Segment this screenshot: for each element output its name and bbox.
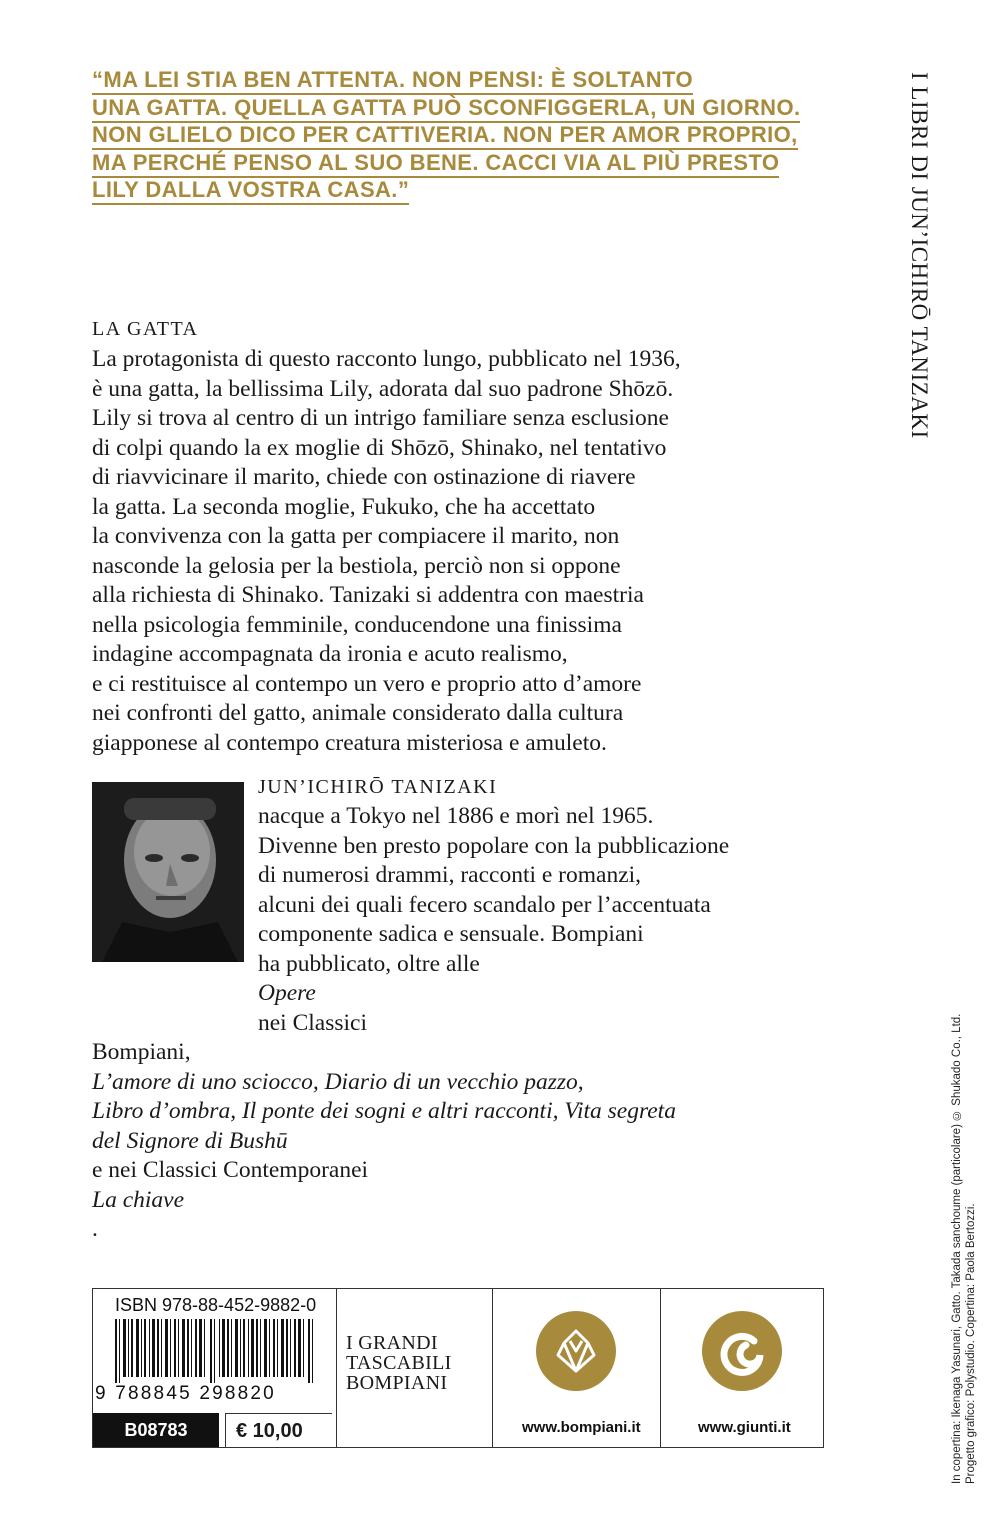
series-line: BOMPIANI [346, 1372, 448, 1394]
lotus-icon [536, 1311, 616, 1391]
bio-italic-title: del Signore di Bushū [92, 1127, 288, 1154]
author-name: JUN’ICHIRŌ TANIZAKI [258, 776, 498, 798]
description-line: giapponese al contempo creatura misteriosa e amuleto. [92, 729, 607, 756]
bio-line [92, 1127, 812, 1245]
bio-line: alcuni dei quali fecero scandalo per l’accentuata [258, 891, 711, 918]
bompiani-url[interactable]: www.bompiani.it [522, 1419, 641, 1436]
series-line: I GRANDI [346, 1332, 438, 1354]
cover-credits [950, 900, 978, 1484]
cover-quote [92, 66, 812, 204]
bio-italic-title: La chiave [92, 1186, 185, 1213]
isbn-cell [93, 1289, 337, 1447]
description-line: la convivenza con la gatta per compiacere il marito, non [92, 523, 620, 549]
description-line: di riavvicinare il marito, chiede con ostinazione di riavere [92, 464, 636, 490]
quote-line: UNA GATTA. QUELLA GATTA PUÒ SCONFIGGERLA, UN GIORNO. [92, 95, 800, 123]
credit-line: In copertina: Ikenaga Yasunari, Gatto. Takada sanchoume (particolare) © Shukado Co., Ltd. [951, 1013, 963, 1484]
bio-italic-titles: L’amore di uno sciocco, Diario di un vecchio pazzo, [92, 1068, 584, 1095]
swirl-icon [702, 1311, 782, 1391]
series-spine-title: I LIBRI DI JUN’ICHIRŌ TANIZAKI [907, 72, 932, 439]
series-name [346, 1333, 452, 1393]
bio-line: Divenne ben presto popolare con la pubblicazione [258, 832, 730, 859]
bio-italic-titles: Libro d’ombra, Il ponte dei sogni e altri racconti, Vita segreta [92, 1098, 676, 1124]
quote-line: MA PERCHÉ PENSO AL SUO BENE. CACCI VIA AL PIÙ PRESTO [92, 150, 779, 178]
description-line: nei confronti del gatto, animale considerato dalla cultura [92, 700, 624, 726]
bio-line [92, 1038, 812, 1097]
giunti-url[interactable]: www.giunti.it [698, 1419, 791, 1436]
product-code-badge: B08783 [93, 1413, 219, 1447]
description-line: indagine accompagnata da ironia e acuto realismo, [92, 641, 568, 667]
giunti-logo-icon [702, 1311, 782, 1391]
bio-line: di numerosi drammi, racconti e romanzi, [258, 862, 642, 888]
description-line: la gatta. La seconda moglie, Fukuko, che ha accettato [92, 493, 596, 520]
quote-line: LILY DALLA VOSTRA CASA.” [92, 177, 409, 205]
barcode-graphic [113, 1319, 319, 1383]
bio-line [92, 950, 812, 1039]
bio-line: componente sadica e sensuale. Bompiani [258, 921, 644, 947]
quote-line: “MA LEI STIA BEN ATTENTA. NON PENSI: È SOLTANTO [92, 67, 693, 95]
bio-text: nei Classici [258, 1009, 367, 1036]
description-line: nasconde la gelosia per la bestiola, perciò non si oppone [92, 552, 621, 579]
bio-italic-title: Opere [258, 980, 316, 1006]
book-description [92, 345, 812, 758]
description-line: La protagonista di questo racconto lungo, pubblicato nel 1936, [92, 346, 681, 372]
description-line: e ci restituisce al contempo un vero e proprio atto d’amore [92, 670, 642, 697]
bio-line [92, 1097, 812, 1127]
barcode-box [92, 1288, 824, 1448]
giunti-cell [660, 1289, 823, 1447]
bio-text: . [92, 1216, 98, 1242]
description-line: Lily si trova al centro di un intrigo familiare senza esclusione [92, 405, 669, 431]
bompiani-logo-icon [536, 1311, 616, 1391]
bio-text: Bompiani, [92, 1039, 191, 1065]
credit-line: Progetto grafico: Polystudio. Copertina: Paola Bertozzi. [965, 1203, 977, 1484]
bio-text: ha pubblicato, oltre alle [258, 950, 480, 977]
description-line: è una gatta, la bellissima Lily, adorata dal suo padrone Shōzō. [92, 375, 674, 402]
description-line: alla richiesta di Shinako. Tanizaki si addentra con maestria [92, 582, 644, 608]
bompiani-cell [492, 1289, 661, 1447]
description-line: nella psicologia femminile, conducendone una finissima [92, 611, 622, 638]
author-bio [92, 802, 812, 1245]
bio-text: e nei Classici Contemporanei [92, 1157, 369, 1183]
series-line: TASCABILI [346, 1352, 452, 1374]
quote-line: NON GLIELO DICO PER CATTIVERIA. NON PER AMOR PROPRIO, [92, 122, 798, 150]
price-label: € 10,00 [225, 1413, 332, 1448]
barcode-digits: 9 788845 298820 [95, 1383, 276, 1404]
isbn-number: ISBN 978-88-452-9882-0 [115, 1295, 317, 1315]
series-cell [336, 1289, 493, 1447]
book-title: LA GATTA [92, 318, 199, 340]
description-line: di colpi quando la ex moglie di Shōzō, Shinako, nel tentativo [92, 434, 667, 461]
bio-line: nacque a Tokyo nel 1886 e morì nel 1965. [258, 803, 654, 829]
